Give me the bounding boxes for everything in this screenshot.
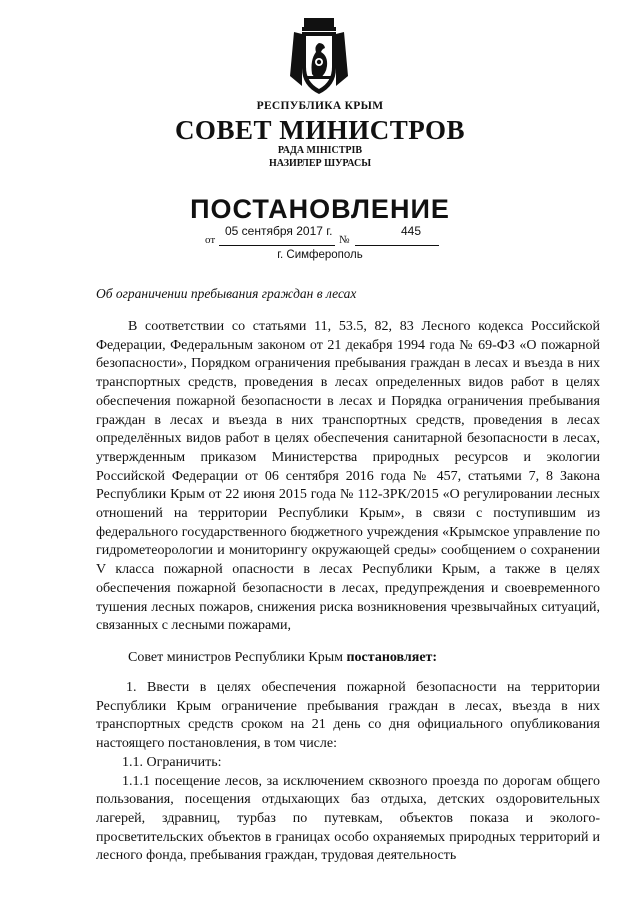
republic-name: РЕСПУБЛИКА КРЫМ bbox=[256, 100, 384, 112]
item-1-1: 1.1. Ограничить: bbox=[122, 754, 222, 770]
council-title-ukrainian: РАДА МІНІСТРІВ bbox=[277, 145, 363, 156]
decree-date-number-line bbox=[205, 226, 445, 248]
decree-city: г. Симферополь bbox=[277, 249, 363, 261]
date-prefix: от bbox=[205, 234, 216, 246]
council-title-crimean-tatar: НАЗИРЛЕР ШУРАСЫ bbox=[268, 158, 372, 169]
decree-number: 445 bbox=[401, 224, 422, 238]
resolution-paragraph bbox=[96, 649, 600, 668]
number-prefix: № bbox=[339, 234, 350, 246]
date-underline bbox=[219, 245, 335, 246]
document-type-title: ПОСТАНОВЛЕНИЕ bbox=[190, 194, 450, 224]
council-title: СОВЕТ МИНИСТРОВ bbox=[174, 115, 466, 145]
decree-items bbox=[96, 679, 600, 866]
item-1: 1. Ввести в целях обеспечения пожарной безопасности на территории Республики Крым ограничение пребывания граждан в лесах, въезда в них транспортных средств сроком на 21 день со дня официального опубликования настоящего постановления, в том числе: bbox=[96, 680, 600, 752]
intro-text: В соответствии со статьями 11, 53.5, 82, 83 Лесного кодекса Российской Федерации, Федеральным законом от 21 декабря 1994 года № 69-ФЗ «О пожарной безопасности», Порядком ограничения пребывания граждан в лесах и въезда в них транспортных средств, проведения в лесах определенных видов работ в целях обеспечения пожарной безопасности в лесах и Порядка ограничения пребывания граждан в лесах и въезда в них транспортных средств, проведения в лесах определённых видов работ в целях обеспечения санитарной безопасности в лесах, утвержденным приказом Министерства природных ресурсов и экологии Российской Федерации от 06 сентября 2016 года № 457, статьями 7, 8 Закона Республики Крым от 22 июня 2015 года № 112-ЗРК/2015 «О регулировании лесных отношений на территории Республики Крым», в связи с поступившим из федерального государственного бюджетного учреждения «Крымское управление по гидрометеорологии и мониторингу окружающей среды» сообщением о сохранении V класса пожарной опасности в лесах Республики Крым, а также в целях обеспечения пожарной безопасности в лесах, предупреждения и своевременного тушения лесных пожаров, снижения риска возникновения чрезвычайных ситуаций, связанных с лесными пожарами, bbox=[96, 319, 600, 634]
coat-of-arms-icon bbox=[288, 16, 350, 96]
resolution-text bbox=[96, 649, 600, 668]
decree-subject: Об ограничении пребывания граждан в лесах bbox=[96, 286, 357, 301]
resolution-keyword: постановляет: bbox=[346, 650, 438, 665]
decree-date: 05 сентября 2017 г. bbox=[225, 224, 333, 238]
resolution-prefix: Совет министров Республики Крым bbox=[128, 650, 347, 665]
number-underline bbox=[355, 245, 439, 246]
item-1-1-1: 1.1.1 посещение лесов, за исключением сквозного проезда по дорогам общего пользования, посещения отдыхающих баз отдыха, детских оздоровительных лагерей, здравниц, турбаз по путевкам, объектов показа и эколого-просветительских объектов в границах особо охраняемых природных территорий и лесного фонда, пребывания граждан, трудовая деятельность bbox=[96, 773, 600, 864]
intro-paragraph bbox=[96, 318, 600, 636]
